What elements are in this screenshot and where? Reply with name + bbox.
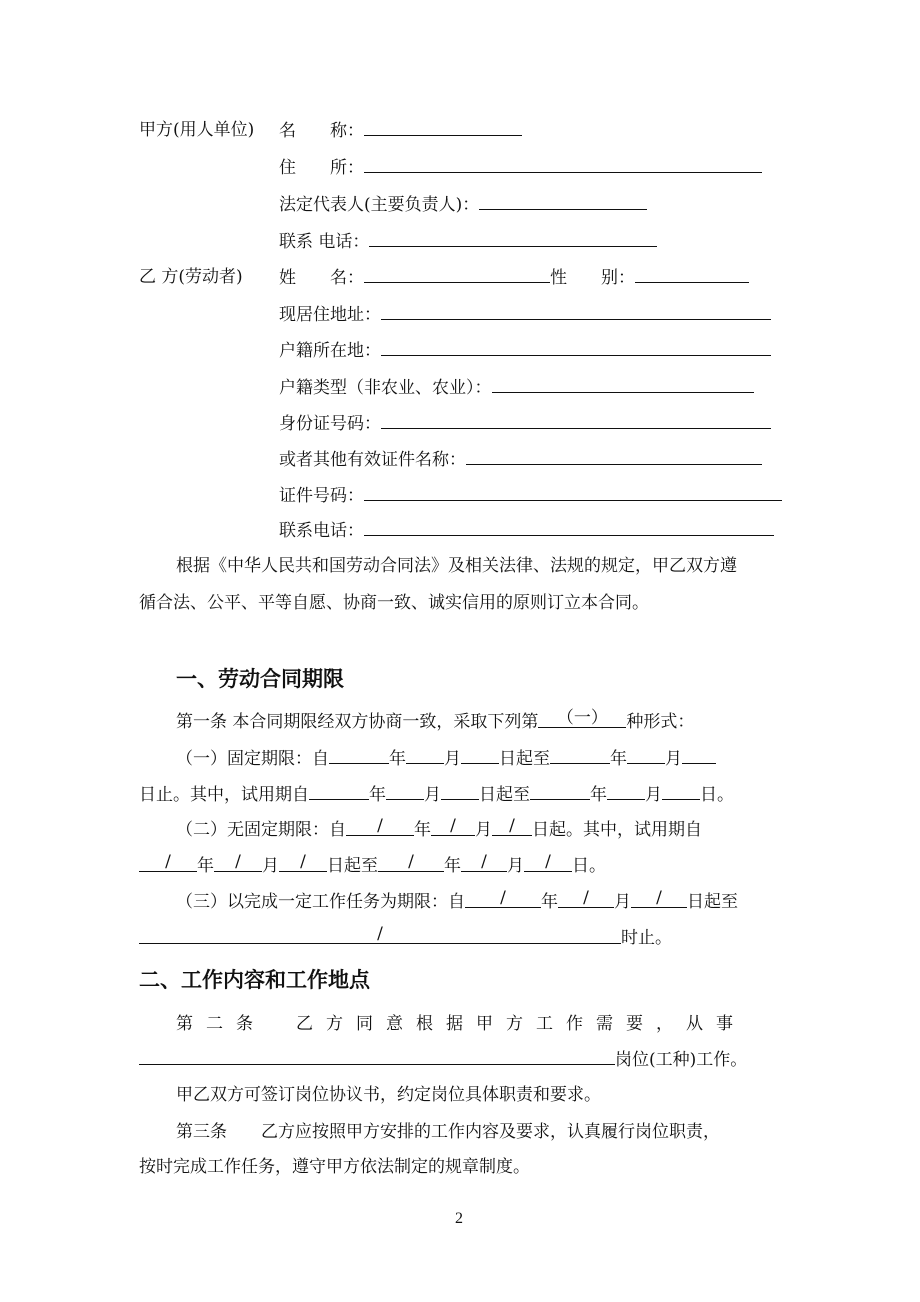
article-2-line-1: 第二条 乙方同意根据甲方工作需要，从事 bbox=[176, 1014, 746, 1034]
slash-text: / bbox=[583, 888, 589, 908]
fixed-term-line-2 bbox=[139, 782, 734, 807]
party-b-hukou-field[interactable] bbox=[381, 338, 771, 356]
party-b-cert-no-field[interactable] bbox=[364, 483, 782, 501]
fixed-start-day-field[interactable] bbox=[461, 746, 499, 764]
slash-text: / bbox=[235, 852, 241, 872]
day-period-text: 日。 bbox=[700, 785, 734, 805]
party-a-name-row bbox=[279, 118, 522, 143]
party-b-other-id-row bbox=[279, 447, 762, 472]
party-b-id-row bbox=[279, 411, 771, 436]
article-3-line-1: 第三条 乙方应按照甲方安排的工作内容及要求，认真履行岗位职责， bbox=[176, 1122, 720, 1142]
article-1-choice-value: （一） bbox=[556, 708, 608, 728]
slash-text: / bbox=[481, 852, 487, 872]
month-text: 月 bbox=[444, 749, 461, 769]
day-period-text: 日。 bbox=[572, 856, 606, 876]
probation-start-month-field[interactable] bbox=[386, 782, 424, 800]
party-b-hukou-type-label: 户籍类型（非农业、农业）： bbox=[279, 378, 492, 398]
no-fixed-probation-end-year-field[interactable] bbox=[378, 854, 444, 872]
month-text: 月 bbox=[424, 785, 441, 805]
fixed-start-month-field[interactable] bbox=[406, 746, 444, 764]
article-1-suffix: 种形式： bbox=[626, 712, 695, 732]
party-b-phone-label: 联系电话： bbox=[279, 521, 364, 541]
article-2-suffix: 岗位(工种)工作。 bbox=[615, 1050, 748, 1070]
no-fixed-probation-end-month-field[interactable] bbox=[461, 854, 507, 872]
party-a-rep-field[interactable] bbox=[479, 192, 647, 210]
day-from-text: 日起至 bbox=[687, 892, 738, 912]
party-b-hukou-row bbox=[279, 338, 771, 363]
slash-text: / bbox=[656, 888, 662, 908]
party-a-phone-row bbox=[279, 229, 657, 254]
fixed-start-year-field[interactable] bbox=[329, 746, 389, 764]
fixed-term-line-1 bbox=[176, 746, 716, 771]
article-1-prefix: 第一条 本合同期限经双方协商一致，采取下列第 bbox=[176, 712, 539, 732]
no-fixed-start-month-field[interactable] bbox=[431, 818, 475, 836]
task-term-line-2 bbox=[139, 926, 672, 950]
party-b-hukou-type-row bbox=[279, 375, 754, 400]
party-a-name-field[interactable] bbox=[364, 118, 522, 136]
year-text: 年 bbox=[541, 892, 558, 912]
no-fixed-probation-end-day-field[interactable] bbox=[524, 854, 572, 872]
party-b-cert-no-row bbox=[279, 483, 782, 508]
day-from-text: 日起至 bbox=[479, 785, 530, 805]
party-a-name-label: 名 称： bbox=[279, 121, 364, 141]
article-3-line-2: 按时完成工作任务，遵守甲方依法制定的规章制度。 bbox=[139, 1157, 530, 1177]
month-text: 月 bbox=[665, 749, 682, 769]
party-b-residence-label: 现居住地址： bbox=[279, 305, 381, 325]
slash-text: / bbox=[300, 852, 306, 872]
no-fixed-probation-start-year-field[interactable] bbox=[139, 854, 197, 872]
slash-text: / bbox=[408, 852, 414, 872]
party-b-residence-row bbox=[279, 302, 771, 327]
preamble-line-2: 循合法、公平、平等自愿、协商一致、诚实信用的原则订立本合同。 bbox=[139, 593, 649, 613]
month-text: 月 bbox=[507, 856, 524, 876]
fixed-end-year-field[interactable] bbox=[550, 746, 610, 764]
party-b-cert-no-label: 证件号码： bbox=[279, 486, 364, 506]
party-b-id-field[interactable] bbox=[381, 411, 771, 429]
party-b-hukou-type-field[interactable] bbox=[492, 375, 754, 393]
fixed-end-month-field[interactable] bbox=[627, 746, 665, 764]
probation-start-year-field[interactable] bbox=[309, 782, 369, 800]
no-fixed-start-day-field[interactable] bbox=[492, 818, 532, 836]
party-b-hukou-label: 户籍所在地： bbox=[279, 341, 381, 361]
end-time-text: 时止。 bbox=[621, 928, 672, 948]
slash-text: / bbox=[509, 816, 515, 836]
party-b-name-row bbox=[279, 265, 749, 290]
article-2-line-2 bbox=[139, 1047, 747, 1072]
no-fixed-term-line-2 bbox=[139, 854, 606, 878]
probation-end-day-field[interactable] bbox=[662, 782, 700, 800]
probation-end-year-field[interactable] bbox=[530, 782, 590, 800]
slash-text: / bbox=[450, 816, 456, 836]
party-a-phone-label: 联系 电话： bbox=[279, 232, 370, 252]
article-1-choice-field[interactable] bbox=[538, 710, 626, 728]
year-text: 年 bbox=[389, 749, 406, 769]
party-b-gender-label: 性 别： bbox=[550, 268, 635, 288]
month-text: 月 bbox=[475, 820, 492, 840]
year-text: 年 bbox=[610, 749, 627, 769]
day-from-text: 日起至 bbox=[499, 749, 550, 769]
no-fixed-probation-start-day-field[interactable] bbox=[279, 854, 327, 872]
task-term-line-1 bbox=[176, 890, 738, 914]
fixed-end-day-field[interactable] bbox=[682, 746, 716, 764]
day-end-text: 日止。其中，试用期自 bbox=[139, 785, 309, 805]
party-a-address-label: 住 所： bbox=[279, 158, 364, 178]
task-term-label: （三）以完成一定工作任务为期限：自 bbox=[176, 892, 465, 912]
task-start-month-field[interactable] bbox=[558, 890, 614, 908]
slash-text: / bbox=[500, 888, 506, 908]
party-b-name-label: 姓 名： bbox=[279, 268, 364, 288]
party-b-name-field[interactable] bbox=[364, 265, 550, 283]
task-start-year-field[interactable] bbox=[465, 890, 541, 908]
year-text: 年 bbox=[414, 820, 431, 840]
section-1-title: 一、劳动合同期限 bbox=[176, 667, 344, 691]
party-a-rep-row bbox=[279, 192, 647, 217]
probation-end-month-field[interactable] bbox=[607, 782, 645, 800]
year-text: 年 bbox=[444, 856, 461, 876]
no-fixed-probation-start-month-field[interactable] bbox=[214, 854, 262, 872]
slash-text: / bbox=[545, 852, 551, 872]
section-2-title: 二、工作内容和工作地点 bbox=[139, 968, 370, 992]
party-a-phone-field[interactable] bbox=[369, 229, 657, 247]
party-b-phone-row bbox=[279, 518, 774, 543]
slash-text: / bbox=[377, 816, 383, 836]
no-fixed-start-year-field[interactable] bbox=[346, 818, 414, 836]
year-text: 年 bbox=[590, 785, 607, 805]
party-b-other-id-field[interactable] bbox=[466, 447, 762, 465]
year-text: 年 bbox=[369, 785, 386, 805]
slash-text: / bbox=[377, 924, 383, 944]
task-end-field[interactable] bbox=[139, 926, 621, 944]
party-b-residence-field[interactable] bbox=[381, 302, 771, 320]
party-a-address-field[interactable] bbox=[364, 155, 762, 173]
article-2-position-field[interactable] bbox=[139, 1047, 615, 1065]
party-b-id-label: 身份证号码： bbox=[279, 414, 381, 434]
slash-text: / bbox=[165, 852, 171, 872]
party-b-gender-field[interactable] bbox=[635, 265, 749, 283]
day-start-text: 日起。其中，试用期自 bbox=[532, 820, 702, 840]
probation-start-day-field[interactable] bbox=[441, 782, 479, 800]
no-fixed-term-label: （二）无固定期限：自 bbox=[176, 820, 346, 840]
month-text: 月 bbox=[262, 856, 279, 876]
party-b-other-id-label: 或者其他有效证件名称： bbox=[279, 450, 466, 470]
party-a-heading: 甲方(用人单位) bbox=[139, 120, 255, 140]
no-fixed-term-line-1 bbox=[176, 818, 702, 842]
party-b-heading: 乙 方(劳动者) bbox=[139, 267, 243, 287]
month-text: 月 bbox=[614, 892, 631, 912]
party-a-address-row bbox=[279, 155, 762, 180]
month-text: 月 bbox=[645, 785, 662, 805]
task-start-day-field[interactable] bbox=[631, 890, 687, 908]
article-1-line bbox=[176, 710, 694, 734]
page-number: 2 bbox=[455, 1210, 463, 1227]
preamble-line-1: 根据《中华人民共和国劳动合同法》及相关法律、法规的规定，甲乙双方遵 bbox=[176, 556, 737, 576]
article-2-note: 甲乙双方可签订岗位协议书，约定岗位具体职责和要求。 bbox=[176, 1085, 601, 1105]
party-a-rep-label: 法定代表人(主要负责人)： bbox=[279, 195, 480, 215]
party-b-phone-field[interactable] bbox=[364, 518, 774, 536]
year-text: 年 bbox=[197, 856, 214, 876]
fixed-term-label: （一）固定期限：自 bbox=[176, 749, 329, 769]
day-from-text: 日起至 bbox=[327, 856, 378, 876]
